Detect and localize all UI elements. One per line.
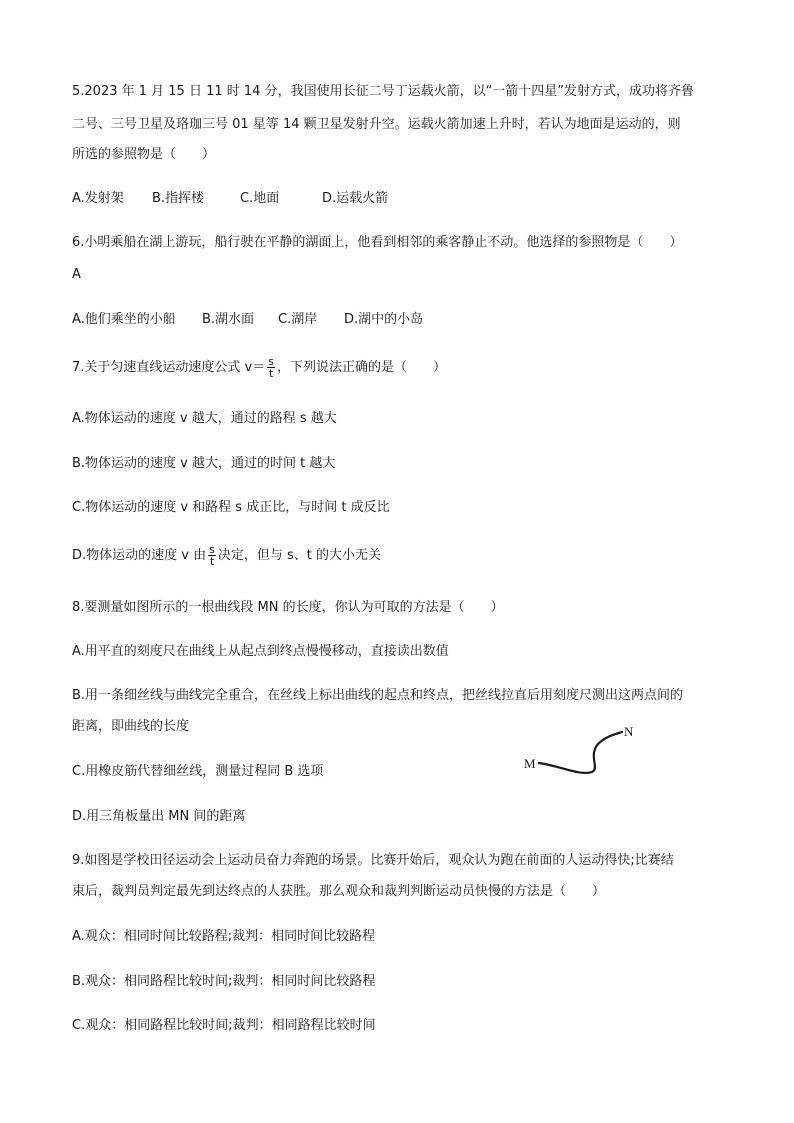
q5-option-a: A.发射架: [72, 191, 124, 206]
q5-option-c: C.地面: [240, 191, 280, 206]
q7-stem-pre: 7.关于匀速直线运动速度公式 v＝: [72, 360, 266, 375]
q5-stem-line1: 5.2023 年 1 月 15 日 11 时 14 分，我国使用长征二号丁运载火箭，以“一箭十四星”发射方式，成功将齐鲁: [72, 84, 695, 99]
q7-option-d-fraction: [208, 544, 216, 567]
q7-option-b: B.物体运动的速度 v 越大，通过的时间 t 越大: [72, 456, 336, 471]
q7-option-d: [72, 544, 381, 567]
q5-stem-line3: 所选的参照物是（ ）: [72, 147, 216, 162]
q5-option-d: D.运载火箭: [322, 191, 389, 206]
q6-option-b: B.湖水面: [202, 312, 255, 327]
curve-mn-path: [539, 732, 622, 773]
q9-option-a: A.观众：相同时间比较路程;裁判：相同时间比较路程: [72, 929, 376, 944]
q6-answer: A: [72, 267, 81, 282]
q7-stem-post: ，下列说法正确的是（ ）: [276, 360, 446, 375]
curve-mn-diagram: [520, 722, 640, 782]
q6-stem: 6.小明乘船在湖上游玩，船行驶在平静的湖面上，他看到相邻的乘客静止不动。他选择的参照物是（ ）: [72, 235, 683, 250]
q6-options: [72, 311, 423, 329]
q9-option-c: C.观众：相同路程比较时间;裁判：相同路程比较时间: [72, 1018, 376, 1033]
q7-option-c: C.物体运动的速度 v 和路程 s 成正比，与时间 t 成反比: [72, 500, 390, 515]
q6-option-c: C.湖岸: [278, 312, 318, 327]
q8-option-c: C.用橡皮筋代替细丝线，测量过程同 B 选项: [72, 764, 324, 779]
fraction-denominator: t: [268, 367, 274, 380]
q7-formula-fraction: [267, 356, 275, 379]
q5-option-b: B.指挥楼: [152, 191, 205, 206]
q6-option-d: D.湖中的小岛: [344, 312, 424, 327]
q7-option-d-post: 决定，但与 s、t 的大小无关: [217, 548, 381, 563]
q8-option-d: D.用三角板量出 MN 间的距离: [72, 809, 246, 824]
q5-stem-line2: 二号、三号卫星及珞珈三号 01 星等 14 颗卫星发射升空。运载火箭加速上升时，若认为地面是运动的，则: [72, 117, 681, 132]
q9-stem-line2: 束后，裁判员判定最先到达终点的人获胜。那么观众和裁判判断运动员快慢的方法是（ ）: [72, 884, 606, 899]
q6-option-a: A.他们乘坐的小船: [72, 312, 176, 327]
q9-option-b: B.观众：相同路程比较时间;裁判：相同时间比较路程: [72, 974, 376, 989]
q8-option-b-line1: B.用一条细丝线与曲线完全重合，在丝线上标出曲线的起点和终点，把丝线拉直后用刻度尺测出这两点间的: [72, 688, 684, 703]
q9-stem-line1: 9.如图是学校田径运动会上运动员奋力奔跑的场景。比赛开始后，观众认为跑在前面的人运动得快;比赛结: [72, 853, 674, 868]
curve-mn-figure: [520, 722, 640, 782]
label-n: N: [624, 724, 634, 739]
q7-option-a: A.物体运动的速度 v 越大，通过的路程 s 越大: [72, 411, 337, 426]
q8-stem: 8.要测量如图所示的一根曲线段 MN 的长度，你认为可取的方法是（ ）: [72, 600, 504, 615]
fraction-numerator: s: [209, 543, 215, 556]
q8-option-b-line2: 距离，即曲线的长度: [72, 719, 190, 734]
q7-stem: [72, 356, 446, 379]
q8-option-a: A.用平直的刻度尺在曲线上从起点到终点慢慢移动，直接读出数值: [72, 644, 449, 659]
fraction-numerator: s: [268, 355, 274, 368]
q5-options: [72, 190, 388, 208]
fraction-denominator: t: [209, 555, 215, 568]
q7-option-d-pre: D.物体运动的速度 v 由: [72, 548, 207, 563]
label-m: M: [524, 756, 536, 771]
